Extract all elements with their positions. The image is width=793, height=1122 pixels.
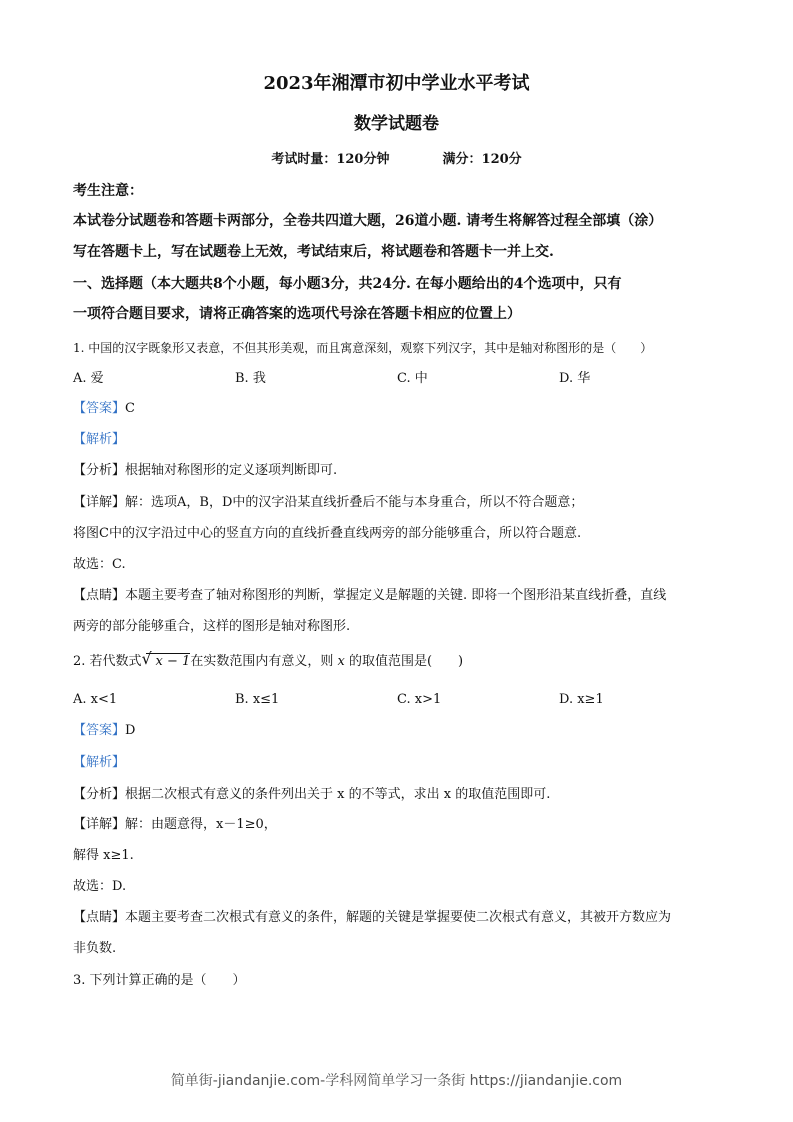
q1-xiangjie-2: 将图C中的汉字沿过中心的竖直方向的直线折叠直线两旁的部分能够重合，所以符合题意. [73, 526, 582, 541]
q1-option-c: C. 中 [397, 371, 428, 386]
q1-answer [73, 399, 733, 419]
q1-options [73, 369, 733, 389]
q1-stem: 1. 中国的汉字既象形又表意，不但其形美观，而且寓意深刻，观察下列汉字，其中是轴对称图形的是（ ） [73, 341, 653, 355]
q2-stem-end: 的取值范围是( ) [348, 654, 464, 669]
page-title: 2023年湘潭市初中学业水平考试 [263, 73, 530, 94]
q2-stem-pre: 2. 若代数式 [73, 654, 142, 669]
q2-stem-var: x [337, 654, 345, 669]
footer-watermark: 简单街-jiandanjie.com-学科网简单学习一条街 https://jiandanjie.com [170, 1073, 623, 1089]
q2-answer-value: D [125, 723, 136, 738]
q2-analysis-tag: 【解析】 [73, 755, 126, 770]
q1-answer-value: C [125, 401, 135, 416]
notice-line-2: 写在答题卡上，写在试题卷上无效，考试结束后，将试题卷和答题卡一并上交. [73, 244, 554, 260]
exam-time: 考试时量：120分钟 [271, 152, 390, 167]
q1-fenxi: 【分析】根据轴对称图形的定义逐项判断即可. [73, 463, 338, 478]
q2-radicand: x − 1 [155, 654, 191, 669]
section1-line-1: 一、选择题（本大题共8个小题，每小题3分，共24分. 在每小题给出的4个选项中，只有 [73, 276, 622, 292]
q1-option-a: A. 爱 [73, 371, 104, 386]
q2-option-a: A. x<1 [73, 692, 118, 707]
q2-answer-tag: 【答案】 [73, 723, 126, 738]
q3-stem: 3. 下列计算正确的是（ ） [73, 973, 246, 988]
q1-option-b: B. 我 [235, 371, 266, 386]
notice-line-1: 本试卷分试题卷和答题卡两部分，全卷共四道大题，26道小题. 请考生将解答过程全部填（涂） [73, 213, 663, 229]
q2-dianjing-2: 非负数. [73, 941, 117, 956]
q1-analysis-tag: 【解析】 [73, 432, 126, 447]
q1-option-d: D. 华 [559, 371, 591, 386]
q2-xiangjie-2: 解得 x≥1. [73, 848, 134, 863]
q2-radical [146, 653, 191, 670]
q2-guxuan: 故选：D. [73, 879, 127, 894]
q2-options [73, 690, 733, 710]
q2-option-d: D. x≥1 [559, 692, 604, 707]
q2-option-c: C. x>1 [397, 692, 442, 707]
q2-stem-post: 在实数范围内有意义，则 [190, 654, 334, 669]
q2-answer [73, 721, 733, 741]
q2-dianjing-1: 【点睛】本题主要考查二次根式有意义的条件，解题的关键是掌握要使二次根式有意义，其被开方数应为 [73, 910, 672, 925]
q1-dianjing-1: 【点睛】本题主要考查了轴对称图形的判断，掌握定义是解题的关键. 即将一个图形沿某直线折叠，直线 [73, 588, 667, 603]
page-subtitle: 数学试题卷 [354, 114, 439, 134]
q1-guxuan: 故选：C. [73, 557, 126, 572]
notice-heading: 考生注意： [73, 183, 143, 199]
q2-option-b: B. x≤1 [235, 692, 280, 707]
q1-answer-tag: 【答案】 [73, 401, 126, 416]
q2-xiangjie-1: 【详解】解：由题意得，x－1≥0， [73, 817, 277, 832]
exam-info [0, 150, 793, 170]
section1-line-2: 一项符合题目要求，请将正确答案的选项代号涂在答题卡相应的位置上） [73, 306, 521, 322]
q1-dianjing-2: 两旁的部分能够重合，这样的图形是轴对称图形. [73, 619, 351, 634]
exam-score: 满分：120分 [442, 152, 522, 167]
q1-xiangjie-1: 【详解】解：选项A，B，D中的汉字沿某直线折叠后不能与本身重合，所以不符合题意； [73, 495, 584, 510]
q2-fenxi: 【分析】根据二次根式有意义的条件列出关于 x 的不等式，求出 x 的取值范围即可. [73, 787, 551, 802]
q2-stem [73, 652, 733, 672]
